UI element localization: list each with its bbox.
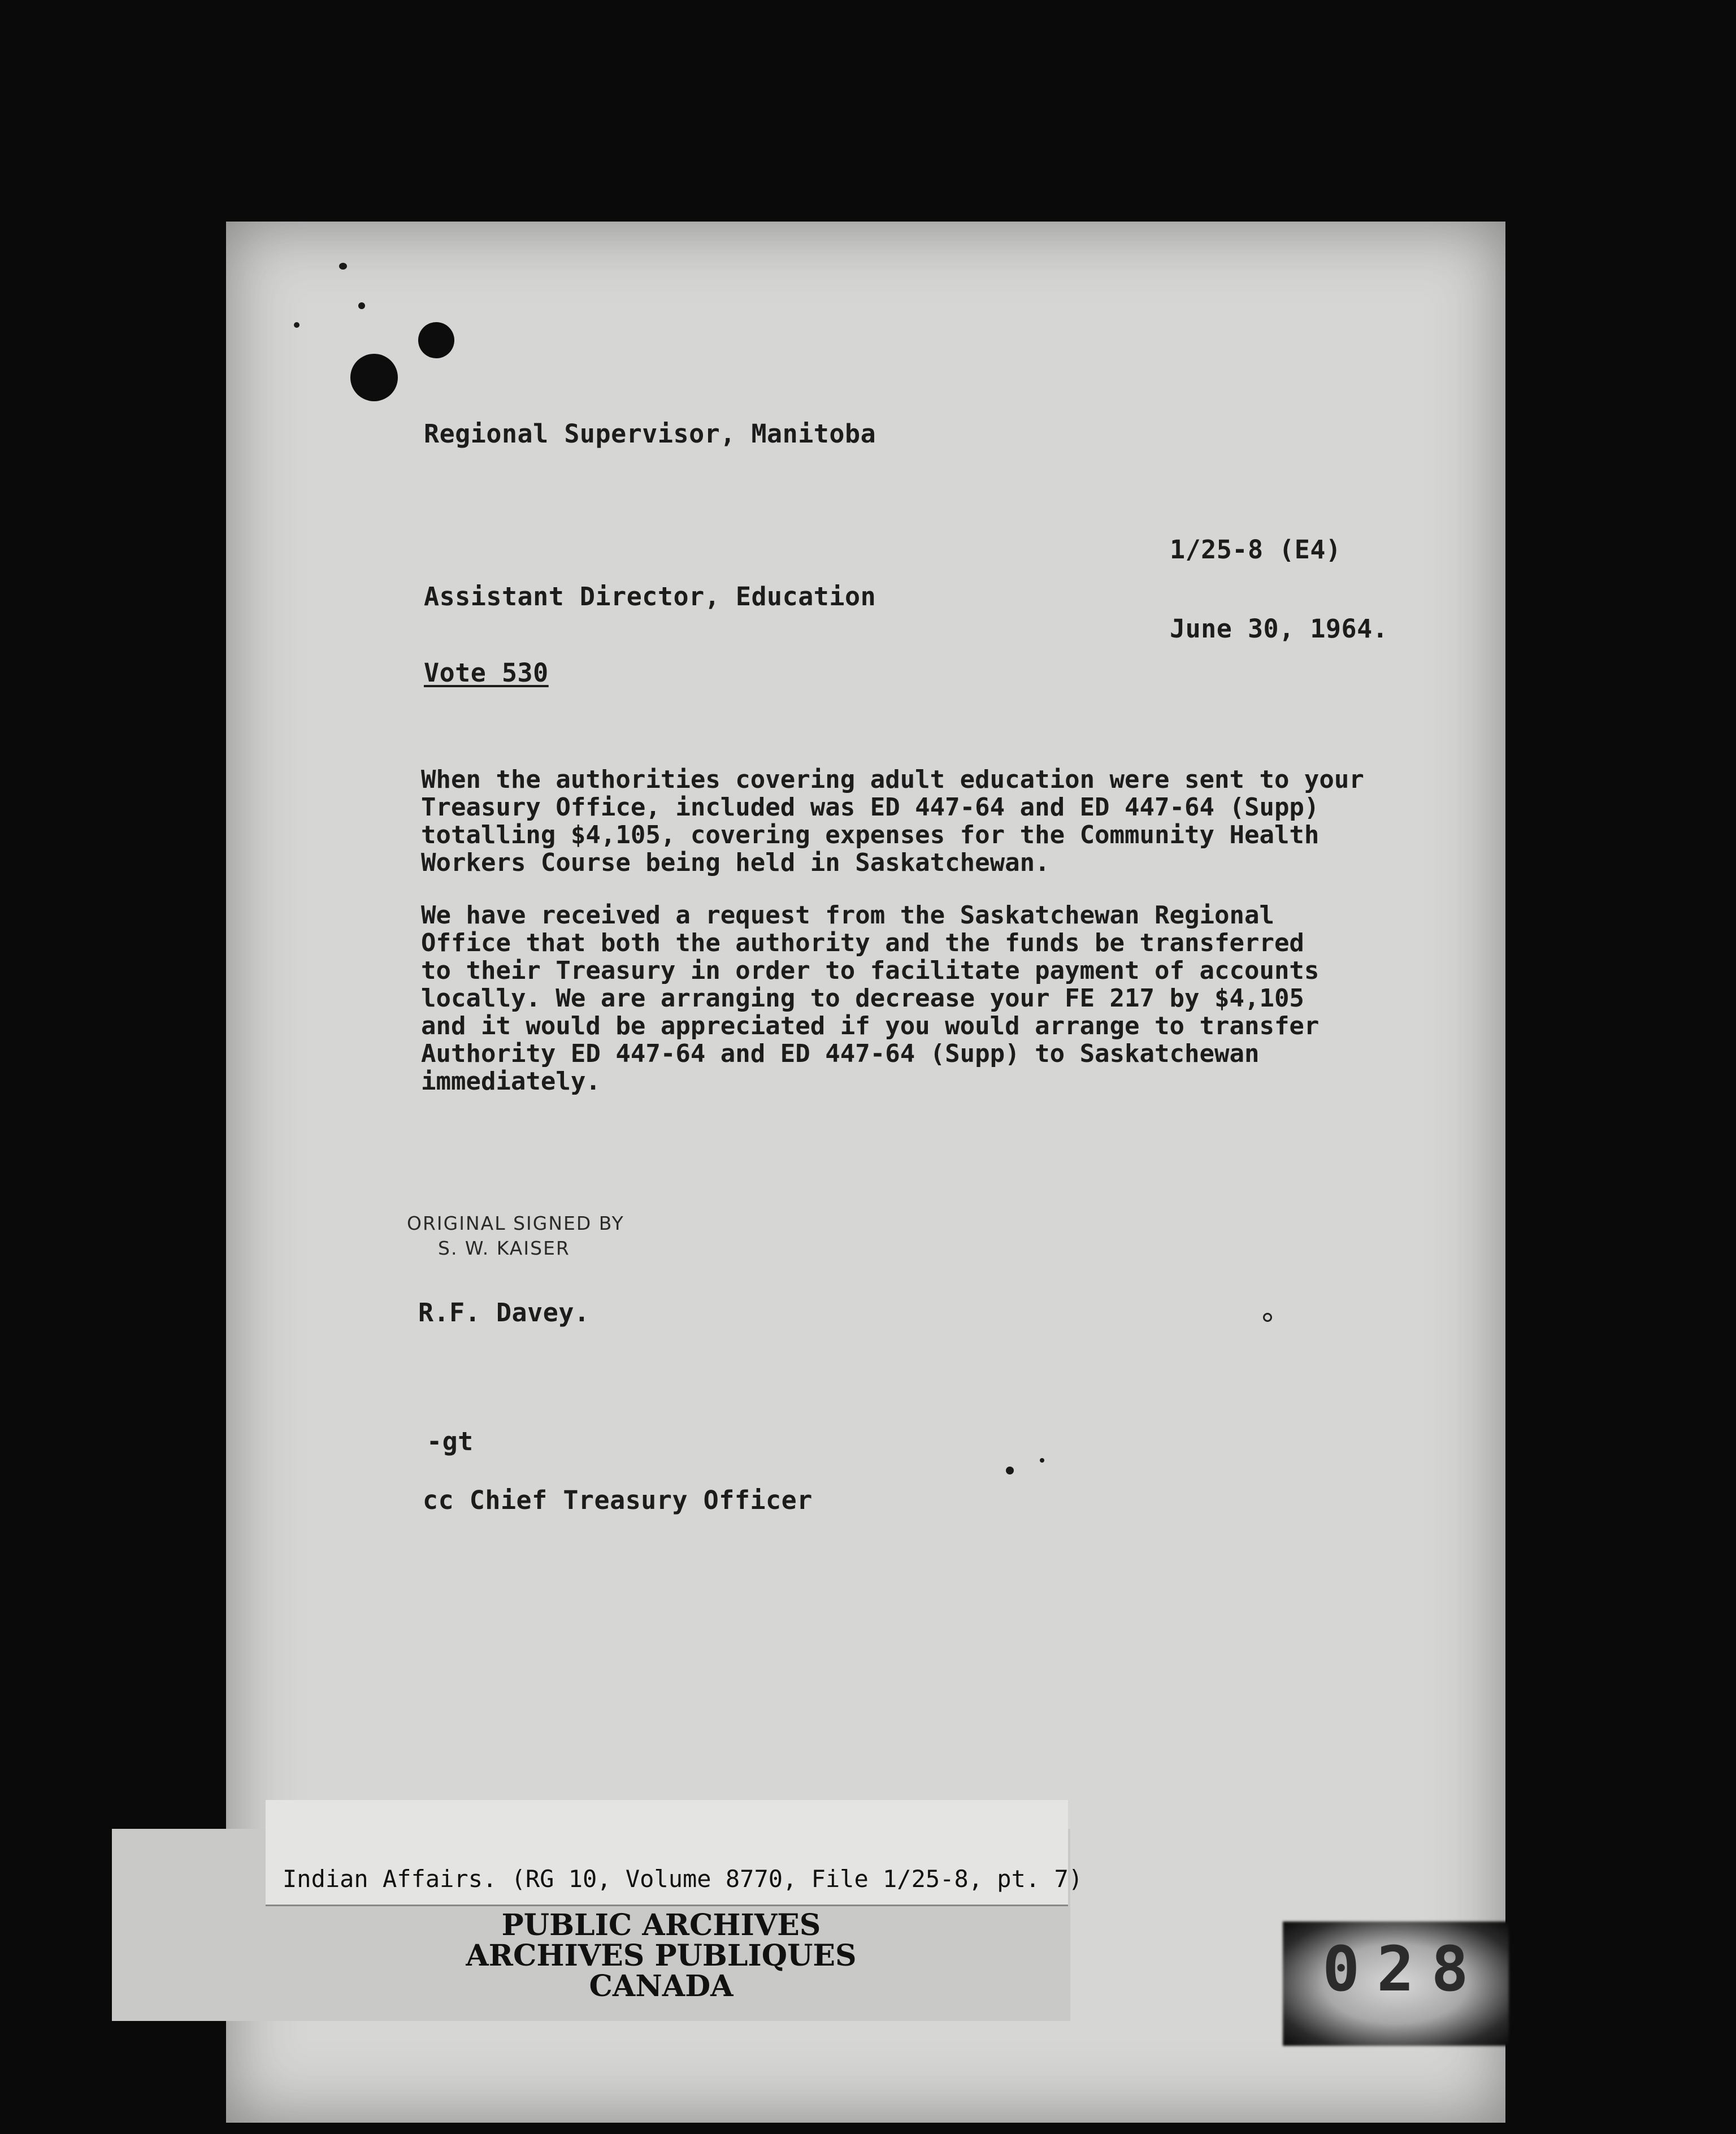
speck — [294, 322, 300, 328]
paragraph-2-line: and it would be appreciated if you would arrange to transfer — [421, 1012, 1320, 1040]
signature-stamp-line-1: ORIGINAL SIGNED BY — [407, 1212, 624, 1234]
paragraph-2 — [421, 901, 1319, 1095]
sender: Assistant Director, Education — [424, 582, 876, 611]
paragraph-1-line: When the authorities covering adult education were sent to your — [421, 765, 1364, 794]
speck — [339, 263, 347, 270]
carbon-copy-line: cc Chief Treasury Officer — [423, 1485, 813, 1515]
paragraph-2-line: We have received a request from the Saskatchewan Regional — [421, 901, 1274, 930]
punch-hole — [350, 354, 398, 401]
speck — [1263, 1313, 1272, 1322]
paragraph-2-line: Office that both the authority and the funds be transferred — [421, 929, 1304, 957]
paragraph-2-line: Authority ED 447-64 and ED 447-64 (Supp) to Saskatchewan — [421, 1039, 1260, 1068]
speck — [1040, 1458, 1044, 1463]
letter-date: June 30, 1964. — [1170, 614, 1388, 644]
addressee: Regional Supervisor, Manitoba — [424, 419, 876, 449]
paragraph-2-line: immediately. — [421, 1067, 601, 1096]
file-reference: 1/25-8 (E4) — [1170, 535, 1342, 565]
paragraph-2-line: locally. We are arranging to decrease your FE 217 by $4,105 — [421, 984, 1304, 1013]
subject-line: Vote 530 — [424, 658, 549, 688]
archive-citation: Indian Affairs. (RG 10, Volume 8770, File 1/25-8, pt. 7) — [283, 1865, 1083, 1893]
archive-name-line-1: PUBLIC ARCHIVES — [501, 1908, 821, 1942]
signature-stamp-line-2: S. W. KAISER — [438, 1237, 570, 1259]
paragraph-1-line: Treasury Office, included was ED 447-64 and ED 447-64 (Supp) — [421, 793, 1320, 822]
typist-initials: -gt — [427, 1426, 474, 1456]
paragraph-2-line: to their Treasury in order to facilitate payment of accounts — [421, 956, 1320, 985]
frame-number: 028 — [1322, 1933, 1486, 2005]
paragraph-1-line: totalling $4,105, covering expenses for the Community Health — [421, 821, 1320, 849]
archive-name-block — [362, 1910, 961, 2002]
paragraph-1 — [421, 766, 1364, 877]
paragraph-1-line: Workers Course being held in Saskatchewan. — [421, 848, 1050, 877]
speck — [1006, 1467, 1014, 1474]
archive-name-line-3: CANADA — [589, 1969, 734, 2003]
typed-signature-name: R.F. Davey. — [418, 1298, 590, 1328]
punch-hole — [418, 322, 454, 358]
archive-name-line-2: ARCHIVES PUBLIQUES — [466, 1938, 857, 1973]
speck — [358, 302, 365, 309]
